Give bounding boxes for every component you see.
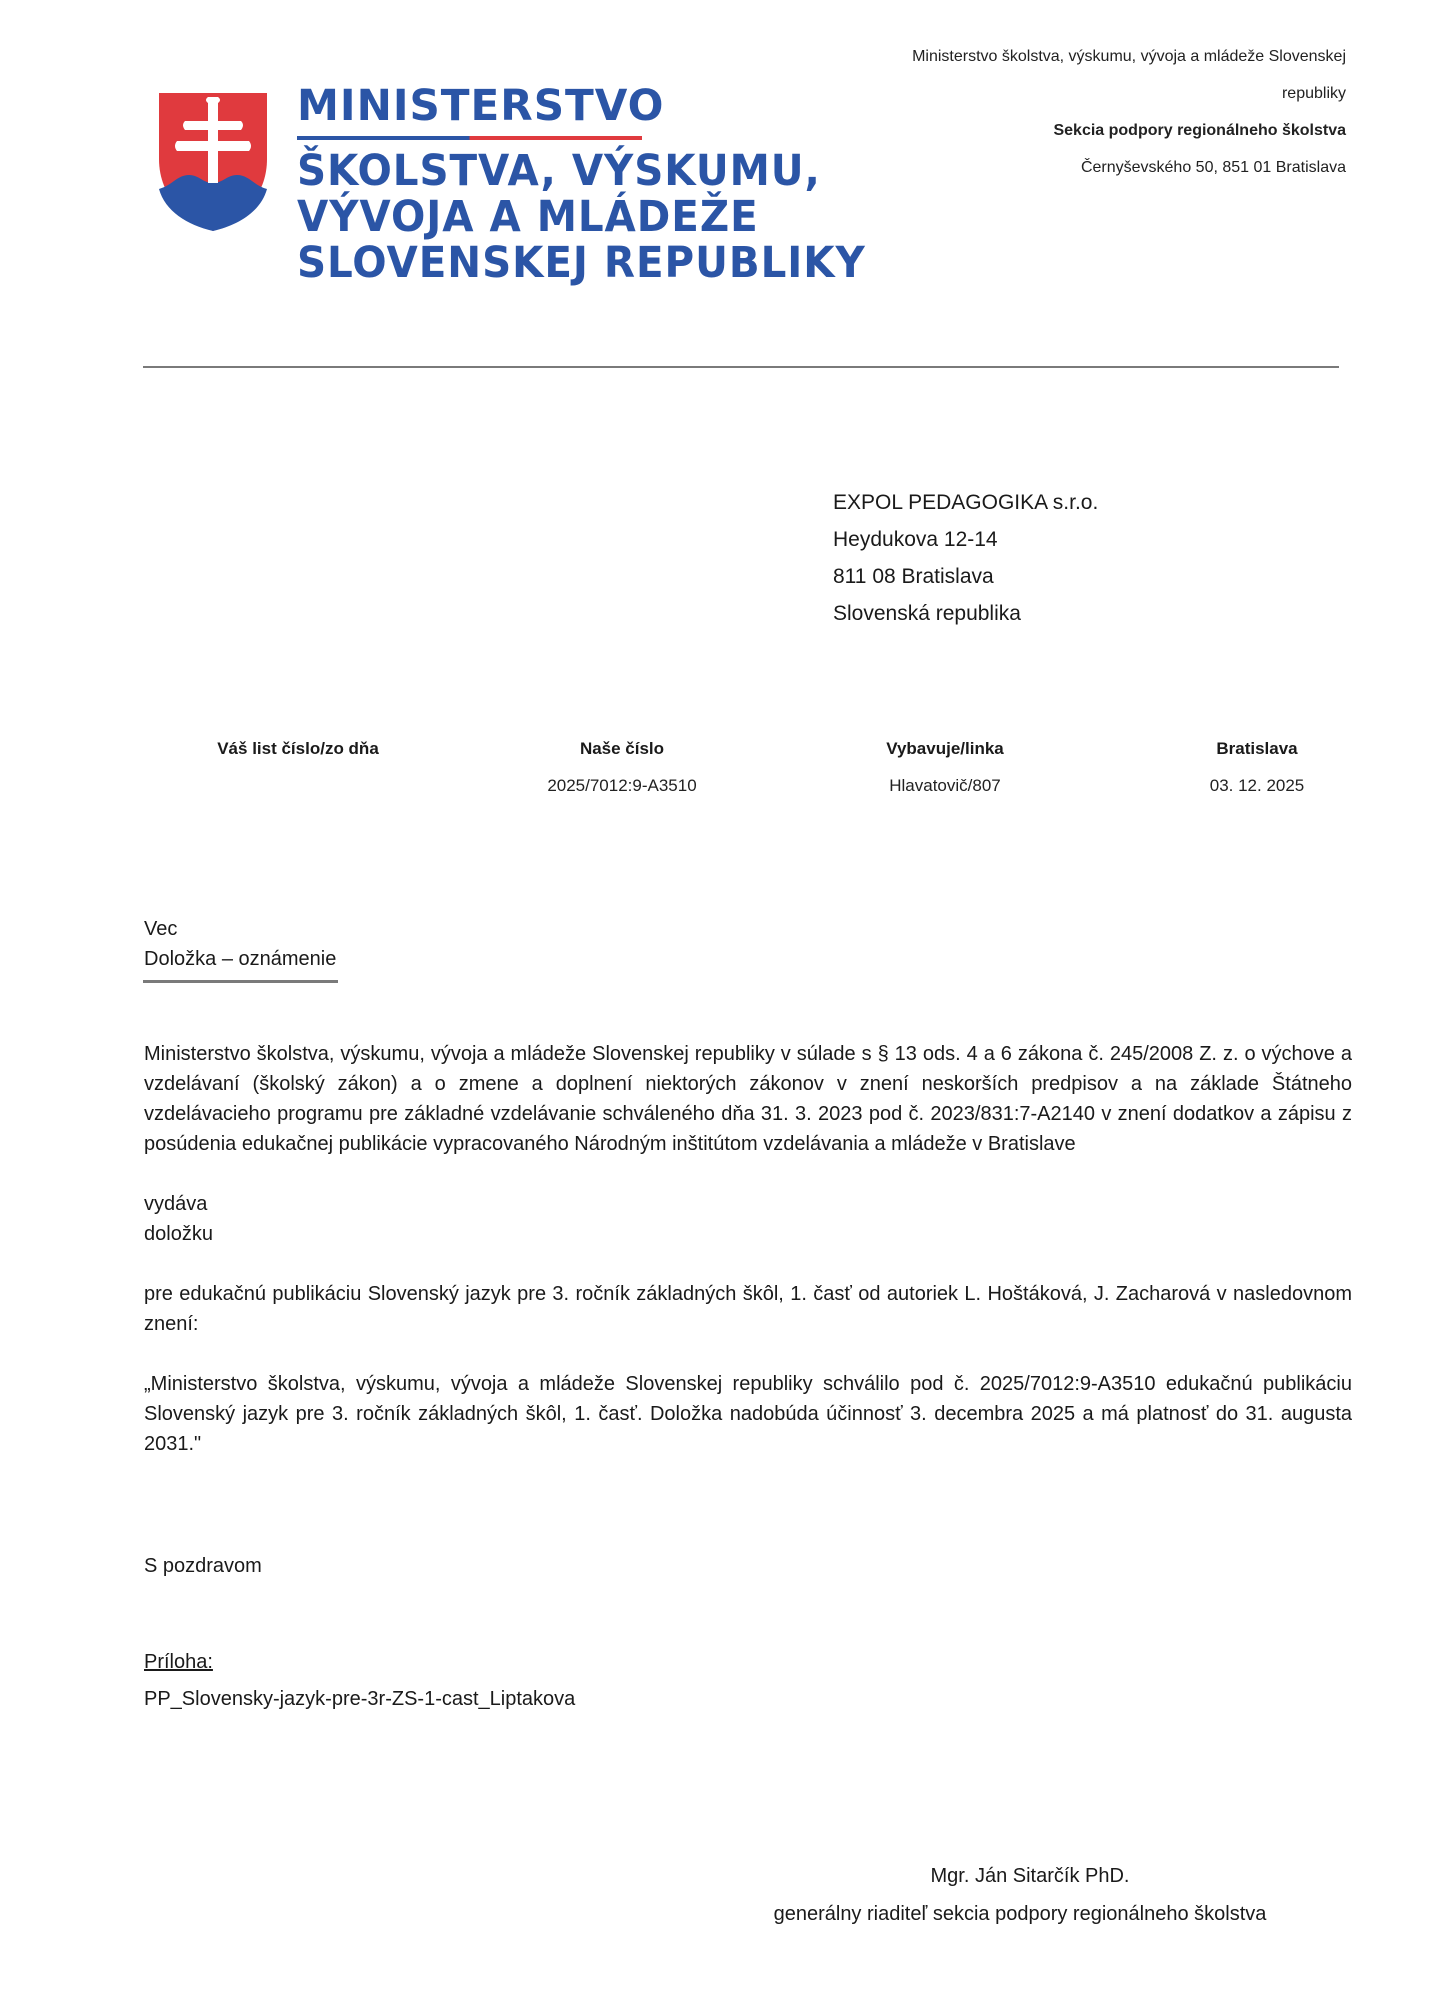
subject-block [144,914,336,974]
signature-block [700,1857,1340,1933]
recipient-country: Slovenská republika [833,602,1021,625]
letter-body [144,1039,1352,1459]
attachment-label: Príloha: [144,1651,213,1673]
wordmark-line-1: MINISTERSTVO [297,81,665,131]
recipient-name: EXPOL PEDAGOGIKA s.r.o. [833,491,1099,514]
body-clause-line: doložku [144,1223,213,1245]
ref-date-value: 03. 12. 2025 [1209,776,1305,795]
attachment-file: PP_Slovensky-jazyk-pre-3r-ZS-1-cast_Liptakova [144,1688,576,1710]
recipient-address [833,484,1098,632]
ref-our-number [492,736,752,799]
body-paragraph-3: pre edukačnú publikáciu Slovenský jazyk pre 3. ročník základných škôl, 1. časť od autoriek L. Hoštáková, J. Zacharová v nasledovnom znení: [144,1283,1352,1335]
recipient-street: Heydukova 12-14 [833,528,998,551]
ref-place-label: Bratislava [1216,739,1298,758]
closing-greeting: S pozdravom [144,1555,262,1577]
body-paragraph-4: „Ministerstvo školstva, výskumu, vývoja a mládeže Slovenskej republiky schválilo pod č. 2025/7012:9-A3510 edukačnú publikáciu Slovenský jazyk pre 3. ročník základných škôl, 1. časť. Doložka nadobúda účinnosť 3. decembra 2025 a má platnosť do 31. augusta 2031." [144,1373,1352,1455]
sender-line-2: republiky [1281,85,1346,102]
sender-department: Sekcia podpory regionálneho školstva [1053,122,1346,139]
sender-line-1: Ministerstvo školstva, výskumu, vývoja a mládeže Slovenskej [912,48,1346,65]
body-paragraph-1: Ministerstvo školstva, výskumu, vývoja a mládeže Slovenskej republiky v súlade s § 13 ods. 4 a 6 zákona č. 245/2008 Z. z. o výchove a vzdelávaní (školský zákon) a o zmene a doplnení niektorých zákonov v znení neskorších predpisov a na základe Štátneho vzdelávacieho programu pre základné vzdelávanie schváleného dňa 31. 3. 2023 pod č. 2023/831:7-A2140 v znení dodatkov a zápisu z posúdenia edukačnej publikácie vypracovaného Národným inštitútom vzdelávania a mládeže v Bratislave [144,1043,1352,1155]
header-divider [143,366,1339,368]
ref-handled-by-value: Hlavatovič/807 [889,776,1001,795]
wordmark-line-2: ŠKOLSTVA, VÝSKUMU, [297,146,821,196]
signatory-title: generálny riaditeľ sekcia podpory regionálneho školstva [773,1903,1267,1925]
subject-underline [143,980,338,983]
wordmark-divider [297,136,642,140]
slovak-coat-of-arms-icon [155,89,271,235]
ref-handled-by [815,736,1075,799]
reference-row [0,736,1436,816]
ref-your-letter [168,736,428,773]
ref-place-date [1127,736,1387,799]
ref-handled-by-label: Vybavuje/linka [886,739,1004,758]
sender-street: Černyševského 50, 851 01 Bratislava [1080,159,1346,176]
subject-text: Doložka – oznámenie [144,948,337,970]
subject-label: Vec [144,918,178,940]
ministry-logo [155,81,875,315]
ministry-wordmark [297,81,867,288]
wordmark-line-4: SLOVENSKEJ REPUBLIKY [297,238,866,288]
wordmark-line-3: VÝVOJA A MLÁDEŽE [297,192,759,242]
ref-our-number-label: Naše číslo [579,739,665,758]
ref-our-number-value: 2025/7012:9-A3510 [547,776,697,795]
signatory-name: Mgr. Ján Sitarčík PhD. [930,1865,1130,1887]
ref-your-letter-label: Váš list číslo/zo dňa [217,739,379,758]
body-issues-line: vydáva [144,1193,208,1215]
attachment-block [144,1644,575,1718]
recipient-city: 811 08 Bratislava [833,565,994,588]
sender-address [826,38,1346,186]
